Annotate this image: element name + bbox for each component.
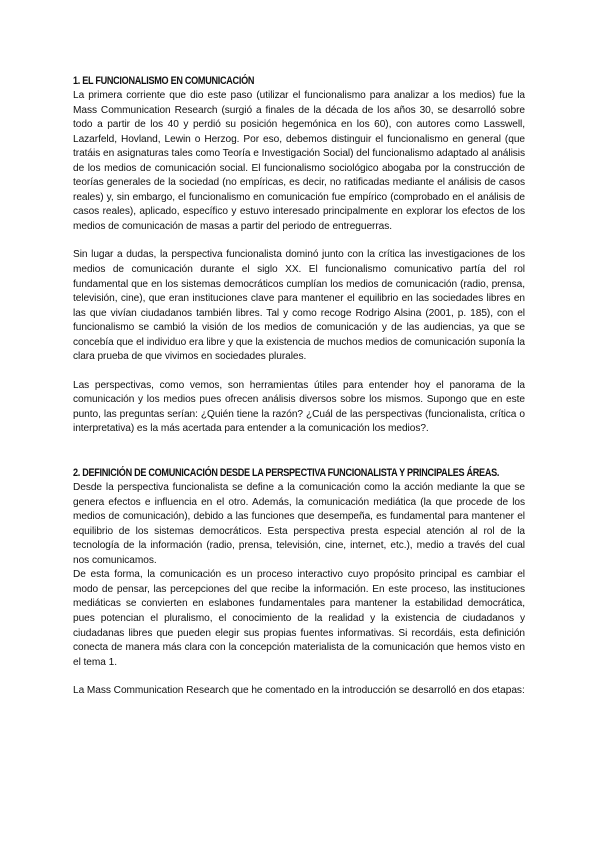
section-2-paragraph-3: La Mass Communication Research que he comentado en la introducción se desarrolló en dos etapas: (73, 685, 525, 697)
document-page (73, 74, 525, 699)
section-2-paragraph-1: Desde la perspectiva funcionalista se define a la comunicación como la acción mediante la que se genera efectos e influencia en el otro. Además, la comunicación mediática (la que procede de los medios de comunicación), debido a las funciones que desempeña, es fundamental para mantener el equilibrio de los sistemas democráticos. Esta perspectiva presta especial atención al rol de la tecnología de la información (radio, prensa, televisión, cine, internet, etc.), medio a través del cual nos comunicamos. (73, 482, 525, 566)
section-1-paragraph-3: Las perspectivas, como vemos, son herramientas útiles para entender hoy el panorama de la comunicación y los medios pues ofrecen análisis diversos sobre los mismos. Supongo que en este punto, las preguntas serían: ¿Quién tiene la razón? ¿Cuál de las perspectivas (funcionalista, crítica o interpretativa) es la más acertada para entender a la comunicación los medios?. (73, 379, 525, 435)
section-1-heading: 1. EL FUNCIONALISMO EN COMUNICACIÓN (73, 75, 255, 87)
section-2-paragraph-2: De esta forma, la comunicación es un proceso interactivo cuyo propósito principal es cambiar el modo de pensar, las percepciones del que recibe la información. En este proceso, las instituciones mediáticas se convierten en eslabones fundamentales para mantener la estabilidad democrática, pues potencian el pluralismo, el conocimiento de la realidad y la existencia de ciudadanos y ciudadanas libres que pueden elegir sus propias fuentes informativas. Si recordáis, esta definición conecta de manera más clara con la concepción materialista de la comunicación que hemos visto en el tema 1. (73, 569, 525, 668)
section-1-paragraph-1: La primera corriente que dio este paso (utilizar el funcionalismo para analizar a los medios) fue la Mass Communication Research (surgió a finales de la década de los años 30, se desarrolló sobre todo a partir de los 40 y perdió su posición hegemónica en los 60), con autores como Lasswell, Lazarfeld, Hovland, Lewin o Herzog. Por eso, debemos distinguir el funcionalismo en general (que tratáis en asignaturas tales como Teoría e Investigación Social) del funcionalismo adaptado al análisis de los medios de comunicación social. El funcionalismo sociológico abogaba por la construcción de teorías generales de la sociedad (no empíricas, es decir, no ratificadas mediante el análisis de casos reales) y, sin embargo, el funcionalismo en comunicación fue empírico (comprobado en el análisis de casos reales), aplicado, específico y estuvo interesado principalmente en explorar los efectos de los medios de comunicación de masas a partir del periodo de entreguerras. (73, 90, 525, 232)
section-1-paragraph-2: Sin lugar a dudas, la perspectiva funcionalista dominó junto con la crítica las investigaciones de los medios de comunicación durante el siglo XX. El funcionalismo comunicativo partía del rol fundamental que en los sistemas democráticos cumplían los medios de comunicación (radio, prensa, televisión, cine), que eran instituciones clave para mantener el equilibrio en las sociedades libres en las que vivían ciudadanos también libres. Tal y como recoge Rodrigo Alsina (2001, p. 185), con el funcionalismo se cambió la visión de los medios de comunicación y de las audiencias, ya que se concebía que el individuo era libre y que la existencia de muchos medios de comunicación suponía la clara prueba de que vivimos en sociedades plurales. (73, 249, 525, 363)
section-2-heading: 2. DEFINICIÓN DE COMUNICACIÓN DESDE LA PERSPECTIVA FUNCIONALISTA Y PRINCIPALES ÁREAS. (73, 467, 500, 480)
